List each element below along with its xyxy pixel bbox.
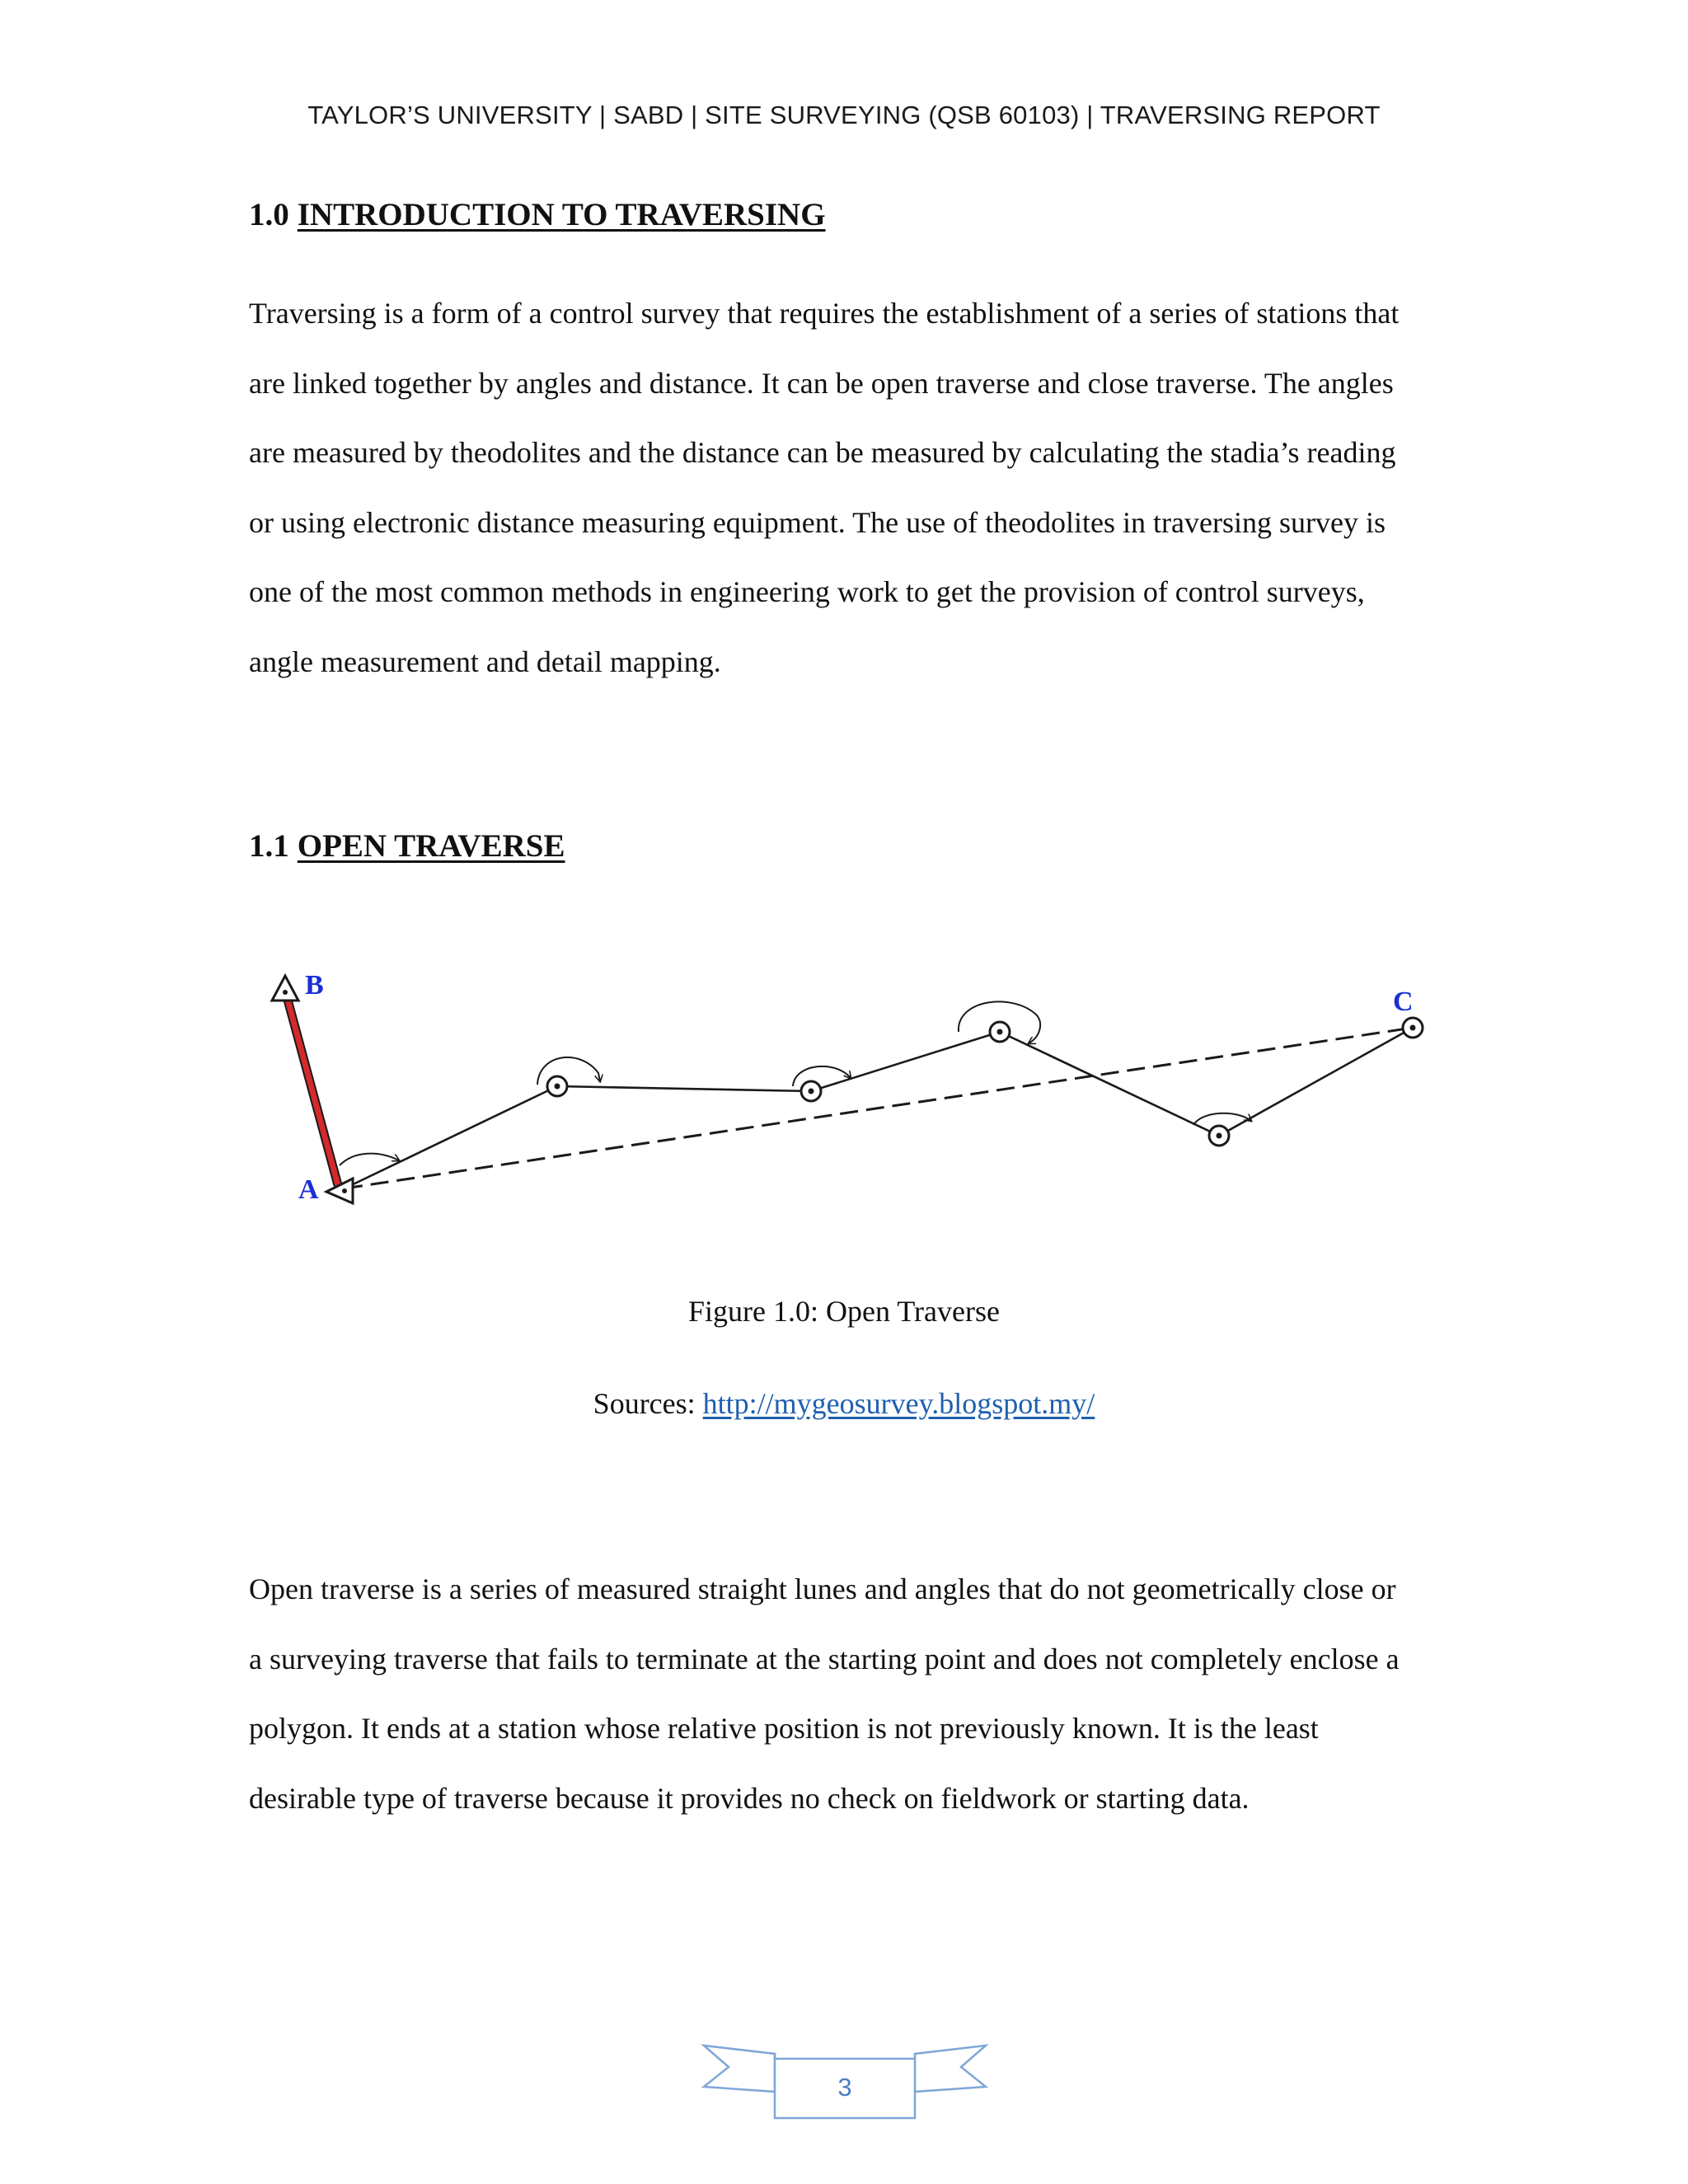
station-icon: [1209, 1126, 1229, 1146]
paragraph-line: one of the most common methods in engineering work to get the provision of control surveys,: [249, 575, 1365, 609]
paragraph-line: or using electronic distance measuring equipment. The use of theodolites in traversing survey is: [249, 505, 1386, 539]
station-label-b: B: [305, 970, 324, 1001]
paragraph-line: are measured by theodolites and the distance can be measured by calculating the stadia’s reading: [249, 436, 1396, 470]
paragraph-line: are linked together by angles and distance. It can be open traverse and close traverse. The angles: [249, 366, 1394, 400]
paragraph-line: Open traverse is a series of measured straight lunes and angles that do not geometrically close or: [249, 1572, 1396, 1605]
station-label-a: A: [298, 1174, 319, 1205]
source-label: Sources:: [593, 1387, 703, 1420]
angle-arc-icon: [793, 1066, 851, 1086]
angle-arc-icon: [537, 1057, 600, 1085]
open-traverse-diagram: [247, 956, 1451, 1220]
source-link[interactable]: http://mygeosurvey.blogspot.my/: [702, 1387, 1095, 1420]
open-traverse-figure: [247, 956, 1451, 1220]
section-heading-open-traverse: [249, 827, 565, 865]
station-icon: [547, 1076, 567, 1096]
station-icon: [801, 1081, 821, 1101]
running-header: TAYLOR’S UNIVERSITY | SABD | SITE SURVEYING (QSB 60103) | TRAVERSING REPORT: [307, 101, 1381, 129]
page-number: 3: [837, 2073, 852, 2102]
station-icon: [990, 1022, 1010, 1042]
baseline-ab: [285, 991, 338, 1185]
paragraph-line: Traversing is a form of a control survey that requires the establishment of a series of stations that: [249, 297, 1400, 330]
paragraph-line: polygon. It ends at a station whose relative position is not previously known. It is the least: [249, 1712, 1319, 1746]
section-number: 1.1: [249, 828, 289, 864]
station-label-c: C: [1393, 987, 1414, 1017]
closing-dashed-line: [345, 1028, 1413, 1188]
figure-source: [0, 1386, 1688, 1421]
section-title: OPEN TRAVERSE: [297, 828, 565, 864]
section-number: 1.0: [249, 197, 289, 232]
station-c-icon: [1403, 1018, 1423, 1038]
station-b-triangle-icon: [272, 976, 298, 1001]
paragraph-line: desirable type of traverse because it provides no check on fieldwork or starting data.: [249, 1781, 1250, 1815]
angle-arc-icon: [340, 1154, 399, 1165]
section-heading-introduction: [249, 196, 826, 233]
paragraph-line: a surveying traverse that fails to terminate at the starting point and does not completely enclose a: [249, 1642, 1400, 1675]
section-title: INTRODUCTION TO TRAVERSING: [297, 197, 826, 232]
paragraph-line: angle measurement and detail mapping.: [249, 644, 721, 678]
open-traverse-paragraph: [249, 1554, 1444, 1833]
introduction-paragraph: [249, 279, 1444, 697]
figure-caption: Figure 1.0: Open Traverse: [688, 1295, 1000, 1328]
